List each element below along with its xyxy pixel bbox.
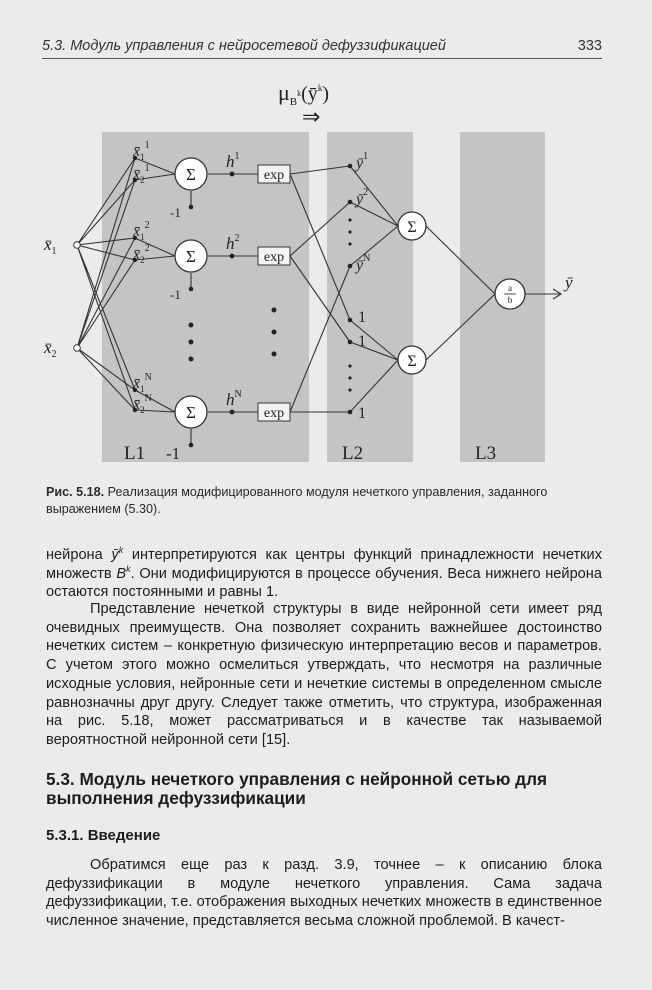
divider-denominator: b (507, 295, 513, 305)
p1-symbol: $ȳ^k$ (111, 545, 124, 563)
sigma-symbol: Σ (186, 247, 196, 266)
weight-label: $x̄_2^1$ (133, 163, 150, 185)
weight-label: $x̄_1^1$ (133, 140, 150, 162)
subsection-heading: 5.3.1. Введение (46, 827, 161, 844)
h-label: $h^N$ (226, 389, 242, 409)
paragraph-3-text: Обратимся еще раз к разд. 3.9, точнее – к описанию блока дефуззификации в модуле нечеткого управления. Сама задача дефуззификации, т.е. отображения выходных нечетких множеств в единственное численное значение, представляется весьма сложной проблемой. В качест- (46, 857, 602, 930)
one-label: 1 (358, 405, 366, 422)
caption-text: Реализация модифицированного модуля нечеткого управления, заданного выражением (5.30). (46, 485, 548, 516)
sigma-symbol: Σ (407, 353, 417, 370)
one-label: 1 (358, 333, 366, 350)
weight-label: $x̄_2^N$ (133, 393, 152, 415)
caption-label: Рис. 5.18. (46, 485, 105, 499)
p1-mid: интерпретируются как центры функций принадлежности нечетких множеств (46, 547, 602, 582)
weight-label: $x̄_2^2$ (133, 243, 150, 265)
sigma-symbol: Σ (407, 219, 417, 236)
sigma-symbol: Σ (186, 165, 196, 184)
layer-label-l2: L2 (342, 443, 364, 464)
y-label: $ȳ^1$ (356, 151, 369, 172)
page-number: 333 (577, 38, 602, 54)
weight-label: $x̄_1^2$ (133, 220, 150, 242)
bias-label: -1 (170, 205, 181, 220)
output-label: ȳ (565, 273, 573, 292)
bias-label: -1 (170, 287, 181, 302)
input-node-1 (74, 242, 81, 249)
weight-label: $x̄_1^N$ (133, 372, 152, 394)
layer-label-l3: L3 (475, 443, 497, 464)
exp-label: exp (263, 168, 285, 183)
input-label-2: $x̄_2$ (44, 338, 57, 360)
layer-label-l1: L1 (124, 443, 146, 464)
figure-caption (46, 484, 602, 518)
exp-label: exp (263, 250, 285, 265)
input-node-2 (74, 345, 81, 352)
sigma-symbol: Σ (186, 403, 196, 422)
figure-network-diagram (20, 70, 620, 475)
p1-set: $B^k$ (116, 563, 131, 582)
bias-label: -1 (166, 444, 181, 463)
exp-label: exp (263, 406, 285, 421)
section-heading: 5.3. Модуль нечеткого управления с нейронной сетью для выполнения дефуззификации (46, 769, 548, 808)
paragraph-3 (46, 856, 602, 931)
running-header (42, 36, 602, 59)
p1-before: нейрона (46, 547, 103, 563)
h-label: $h^2$ (226, 233, 240, 253)
paragraph-1 (46, 546, 602, 602)
mu-label: $\mu_B^k(ȳ^k)$ (278, 80, 329, 108)
running-title: 5.3. Модуль управления с нейросетевой дефуззификацией (42, 38, 446, 54)
h-label: $h^1$ (226, 151, 240, 171)
input-label-1: $x̄_1$ (44, 235, 57, 257)
p1-after: . Они модифицируются в процессе обучения. Веса нижнего нейрона остаются постоянными и равны 1. (46, 565, 602, 601)
y-label: $ȳ^2$ (356, 187, 369, 208)
divider-numerator: a (508, 283, 512, 293)
paragraph-2 (46, 600, 602, 750)
one-label: 1 (358, 309, 366, 326)
arrow-icon: ⇒ (302, 104, 321, 129)
y-label: $ȳ^N$ (356, 253, 371, 274)
paragraph-2-text: Представление нечеткой структуры в виде нейронной сети имеет ряд очевидных преимуществ. Она позволяет сохранить важнейшее достоинство нечетких систем – конкретную физическую интерпретацию весов и параметров. С учетом этого можно осмелиться утверждать, что несмотря на различные исходные условия, нейронные сети и нечеткие системы в определенном смысле равнозначны друг другу. Следует также отметить, что структура, изображенная на рис. 5.18, может рассматриваться и в качестве так называемой вероятностной нейронной сети [15]. (46, 601, 602, 748)
